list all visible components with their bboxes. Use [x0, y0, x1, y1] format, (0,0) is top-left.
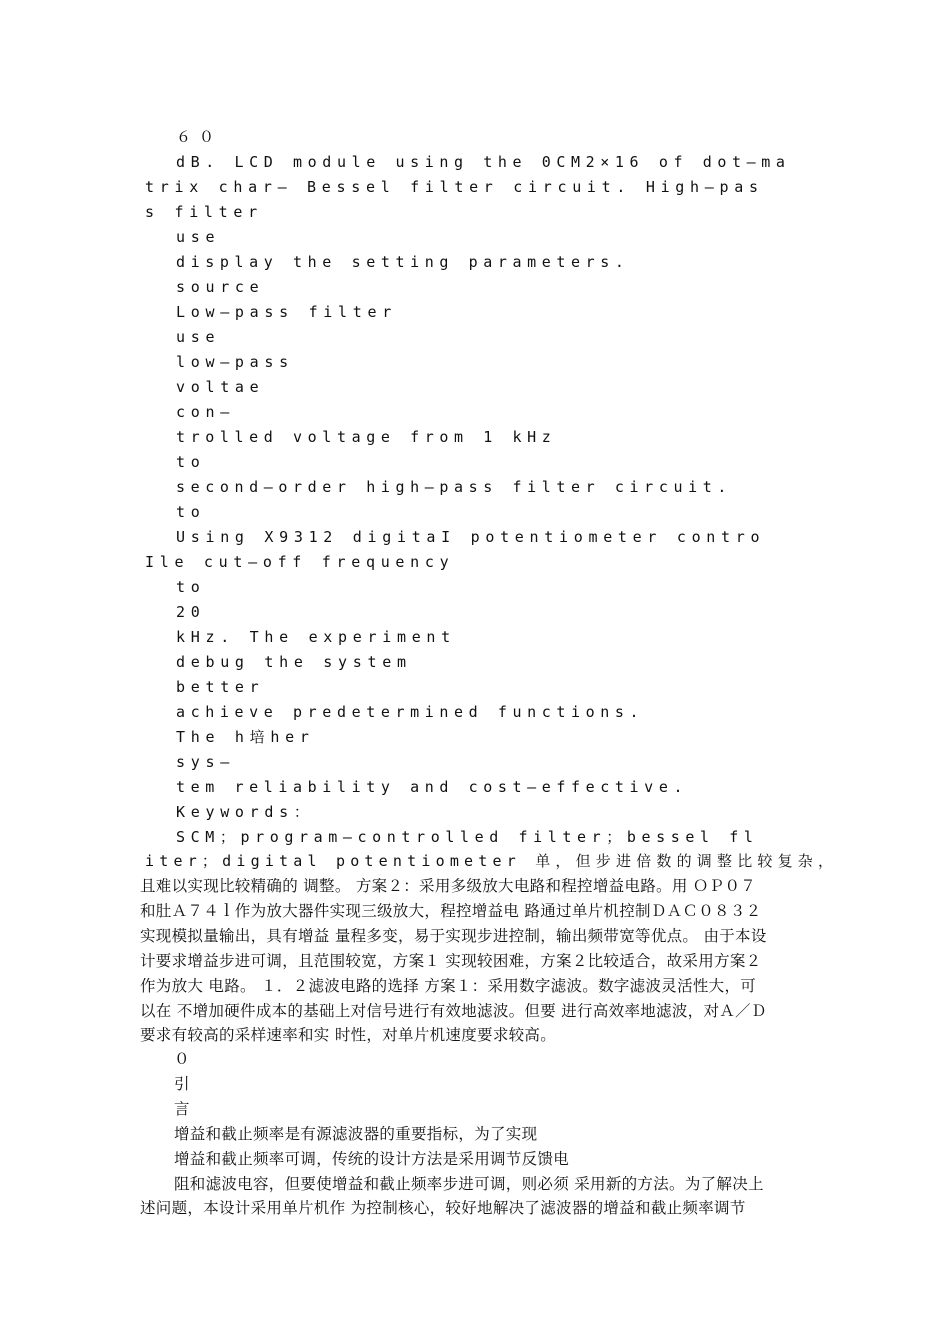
text-line: second—order high—pass filter circuit.: [176, 478, 732, 496]
text-line: Using X9312 digitaI potentiometer contro: [176, 528, 766, 546]
text-line: to: [176, 453, 206, 471]
text-line: SCM；program—controlled filter；bessel fl: [176, 828, 759, 846]
text-line: dB. LCD module using the 0CM2×16 of dot—ma: [176, 153, 791, 171]
text-line: to: [176, 578, 206, 596]
text-line: trix char— Bessel filter circuit. High—pas: [145, 178, 764, 196]
text-line: sys—: [176, 753, 235, 771]
section-heading-char: 言: [174, 1100, 190, 1118]
section-number: ０: [174, 1050, 190, 1068]
text-line: display the setting parameters.: [176, 253, 630, 271]
text-line: kHz. The experiment: [176, 628, 456, 646]
text-line: 述问题，本设计采用单片机作 为控制核心，较好地解决了滤波器的增益和截止频率调节: [140, 1199, 746, 1217]
text-line: achieve predetermined functions.: [176, 703, 645, 721]
text-line: 20: [176, 603, 206, 621]
text-line: trolled voltage from 1 kHz: [176, 428, 557, 446]
text-line: 作为放大 电路。 １．２滤波电路的选择 方案１：采用数字滤波。数字滤波灵活性大，可: [140, 977, 757, 995]
text-line: con—: [176, 403, 235, 421]
text-line: 要求有较高的采样速率和实 时性，对单片机速度要求较高。: [140, 1026, 557, 1044]
text-line: source: [176, 278, 265, 296]
section-heading-char: 引: [174, 1075, 190, 1093]
text-line: Keywords：: [176, 803, 315, 821]
text-line: s filter: [145, 203, 263, 221]
text-line: 阻和滤波电容，但要使增益和截止频率步进可调，则必须 采用新的方法。为了解决上: [174, 1175, 764, 1193]
text-line: tem reliability and cost—effective.: [176, 778, 689, 796]
text-line: 增益和截止频率可调，传统的设计方法是采用调节反馈电: [174, 1150, 570, 1168]
text-line: 实现模拟量输出，具有增益 量程多变，易于实现步进控制，输出频带宽等优点。 由于本设: [140, 927, 767, 945]
text-line: low—pass: [176, 353, 294, 371]
text-line: Low—pass filter: [176, 303, 397, 321]
text-line: 计要求增益步进可调，且范围较宽，方案１ 实现较困难，方案２比较适合，故采用方案２: [140, 952, 762, 970]
text-line: 以在 不增加硬件成本的基础上对信号进行有效地滤波。但要 进行高效率地滤波，对Ａ／Ｄ: [140, 1002, 767, 1020]
text-line: ６０: [176, 128, 223, 146]
text-line: use: [176, 328, 221, 346]
text-line: debug the system: [176, 653, 412, 671]
text-line: voltae: [176, 378, 265, 396]
text-line: better: [176, 678, 265, 696]
text-line: use: [176, 228, 221, 246]
text-line: 增益和截止频率是有源滤波器的重要指标，为了实现: [174, 1125, 538, 1143]
text-line: to: [176, 503, 206, 521]
text-line: The h培her: [176, 728, 315, 746]
text-line: 且难以实现比较精确的 调整。 方案２：采用多级放大电路和程控增益电路。用 ＯＰ０７: [140, 877, 757, 895]
text-line: 和肚Ａ７４ｌ作为放大器件实现三级放大，程控增益电 路通过单片机控制ＤＡＣ０８３２: [140, 902, 762, 920]
text-line: iter；digital potentiometer 单，但步进倍数的调整比较复杂，: [145, 852, 839, 870]
text-line: Ile cut—off frequency: [145, 553, 455, 571]
